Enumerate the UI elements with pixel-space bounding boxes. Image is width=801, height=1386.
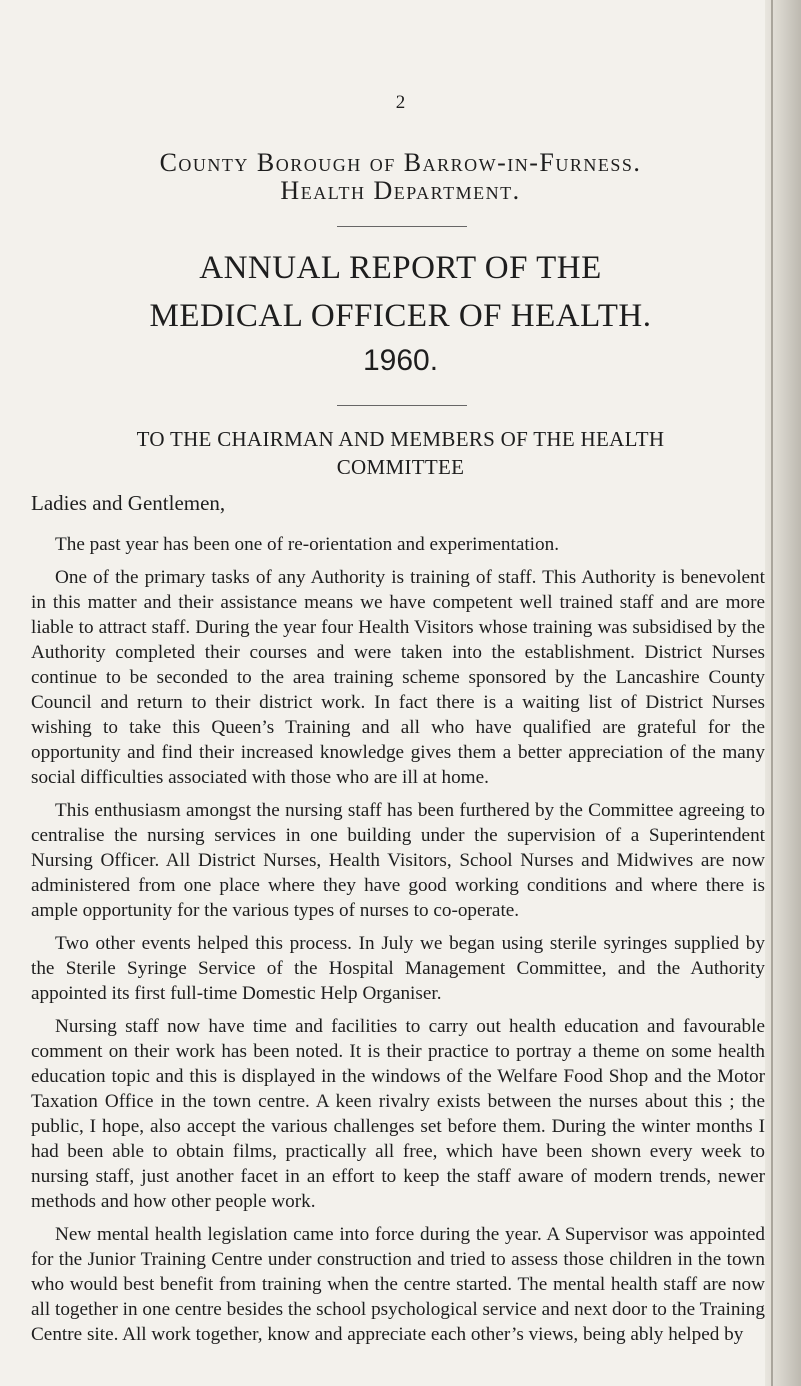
report-title-line2: MEDICAL OFFICER OF HEALTH. (149, 298, 652, 334)
paragraph: This enthusiasm amongst the nursing staff has been furthered by the Committee agreeing to centralise the nursing services in one building under the supervision of a Superintendent Nursing Officer. All District Nurses, Health Visitors, School Nurses and Midwives are now administered from one place where they have good working conditions and where there is ample opportunity for the various types of nurses to co-operate. (31, 800, 765, 921)
header-department: Health Department. (280, 176, 521, 205)
report-year: 1960. (362, 344, 439, 377)
report-body (31, 533, 765, 1356)
address-line1: TO THE CHAIRMAN AND MEMBERS OF THE HEALTH (136, 427, 665, 451)
divider-bottom (337, 405, 467, 406)
page-number: 2 (395, 92, 406, 113)
report-title-line1: ANNUAL REPORT OF THE (199, 250, 602, 286)
paragraph: Two other events helped this process. In July we began using sterile syringes supplied by the Sterile Syringe Service of the Hospital Management Committee, and the Authority appointed its first full-time Domestic Help Organiser. (31, 933, 765, 1004)
address-line2: COMMITTEE (336, 455, 465, 479)
paragraph: New mental health legislation came into force during the year. A Supervisor was appointed for the Junior Training Centre under construction and tried to assess those children in the town who would best benefit from training when the centre started. The mental health staff are now all together in one centre besides the school psychological service and next door to the Training Centre site. All work together, know and appreciate each other’s views, being ably helped by (31, 1224, 765, 1345)
divider-top (337, 226, 467, 227)
paragraph: One of the primary tasks of any Authority is training of staff. This Authority is benevolent in this matter and their assistance means we have competent well trained staff and are more liable to attract staff. During the year four Health Visitors whose training was subsidised by the Authority completed their courses and were taken into the establishment. District Nurses continue to be seconded to the area training scheme sponsored by the Lancashire County Council and return to their district work. In fact there is a waiting list of District Nurses wishing to take this Queen’s Training and all who have qualified are grateful for the opportunity and find their increased knowledge gives them a better appreciation of the many social difficulties associated with those who are ill at home. (31, 567, 765, 788)
paragraph: Nursing staff now have time and facilities to carry out health education and favourable comment on their work has been noted. It is their practice to portray a theme on some health education topic and this is displayed in the windows of the Welfare Food Shop and the Motor Taxation Office in the town centre. A keen rivalry exists between the nurses about this ; the public, I hope, also accept the various challenges set before them. During the winter months I had been able to obtain films, practically all free, which have been shown every week to nursing staff, just another facet in an effort to keep the staff aware of modern trends, newer methods and how other people work. (31, 1016, 765, 1212)
salutation: Ladies and Gentlemen, (31, 491, 226, 515)
paragraph: The past year has been one of re-orientation and experimentation. (55, 534, 559, 555)
binding-edge (771, 0, 773, 1386)
header-borough: County Borough of Barrow-in-Furness. (159, 148, 642, 177)
